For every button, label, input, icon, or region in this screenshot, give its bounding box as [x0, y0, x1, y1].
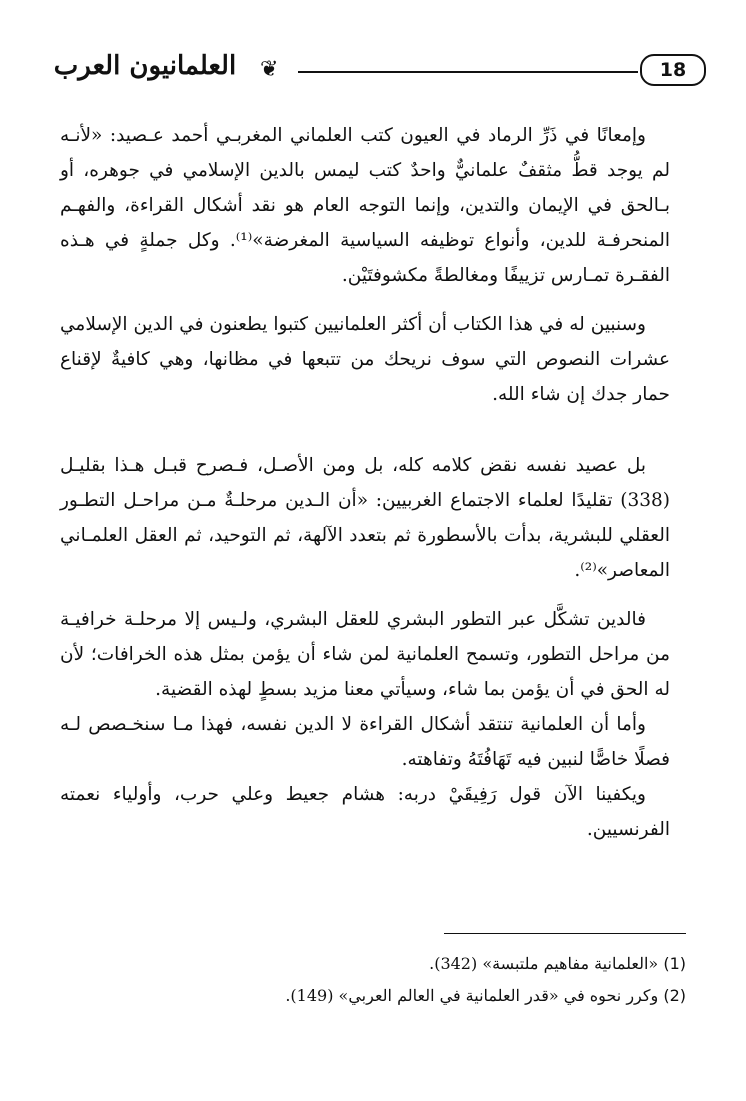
- paragraph-1: وإمعانًا في ذَرِّ الرماد في العيون كتب العلماني المغربـي أحمد عـصيد: «لأنـه لم يوجد قطُّ مثقفٌ علمانيٌّ واحدٌ كتب ليمس بالدين الإسلامي في جوهره، أو بـالحق في الإيمان والتدين، وإنما التوجه العام هو نقد أشكال القراءة، والفهـم المنحرفـة للدين، وأنواع توظيفه السياسية المغرضة»⁽¹⁾. وكل جملةٍ في هـذه الفقـرة تمـارس تزييفًا ومغالطةً مكشوفتَيْن.: [60, 125, 670, 286]
- footnote-1: [76, 948, 686, 980]
- paragraph-2: وسنبين له في هذا الكتاب أن أكثر العلمانيين كتبوا يطعنون في الدين الإسلامي عشرات النصوص التي سوف نريحك من تتبعها في مظانها، وهي كافيةٌ لإقناع حمار جدك إن شاء الله.: [60, 314, 670, 405]
- page-number-badge: 18: [640, 54, 706, 86]
- paragraph-6: ويكفينا الآن قول رَفِيقَيْ دربه: هشام جعيط وعلي حرب، وأولياء نعمته الفرنسيين.: [60, 784, 670, 840]
- paragraph-4: فالدين تشكَّل عبر التطور البشري للعقل البشري، ولـيس إلا مرحلـة خرافيـة من مراحل التطور، وتسمح العلمانية لمن شاء أن يؤمن بمثل هذه الخرافات؛ لأن له الحق في أن يؤمن بما شاء، وسيأتي معنا مزيد بسطٍ لهذه القضية.: [60, 609, 670, 700]
- footnote-1-number: (1): [663, 954, 686, 973]
- footnote-2-text: وكرر نحوه في «قدر العلمانية في العالم العربي» (149).: [285, 986, 659, 1005]
- page-body: [60, 118, 670, 847]
- footnote-2: [76, 980, 686, 1012]
- floral-ornament-icon: ❦: [260, 57, 279, 82]
- header-rule: [298, 71, 638, 73]
- page-header: [40, 46, 706, 92]
- footnotes: [76, 948, 686, 1012]
- footnote-2-number: (2): [663, 986, 686, 1005]
- paragraph-5: وأما أن العلمانية تنتقد أشكال القراءة لا الدين نفسه، فهذا مـا سنخـصص لـه فصلًا خاصًّا لنبين فيه تَهَافُتَهُ وتفاهته.: [60, 714, 670, 770]
- footnote-1-text: «العلمانية مفاهيم ملتبسة» (342).: [429, 954, 659, 973]
- footnote-separator: [444, 933, 686, 934]
- book-title: العلمانيون العرب: [53, 51, 237, 81]
- paragraph-3: بل عصيد نفسه نقض كلامه كله، بل ومن الأصـل، فـصرح قبـل هـذا بقليـل (338) تقليدًا لعلماء الاجتماع الغربيين: «أن الـدين مرحلـةٌ مـن مراحـل التطـور العقلي للبشرية، بدأت بالأسطورة ثم بتعدد الآلهة، ثم التوحيد، ثم العقل العلمـاني المعاصر»⁽²⁾.: [60, 455, 670, 581]
